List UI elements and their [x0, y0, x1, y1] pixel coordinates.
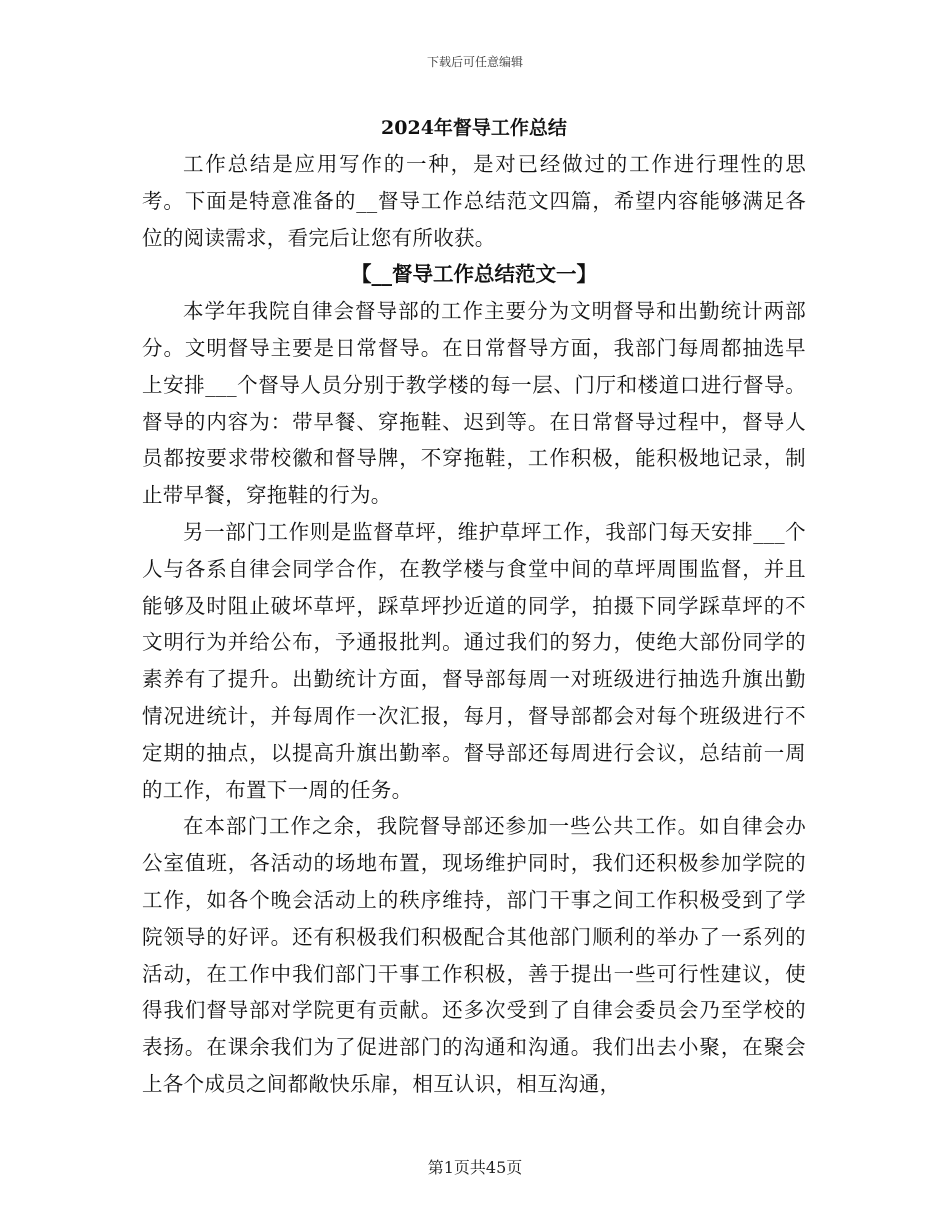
intro-paragraph: 工作总结是应用写作的一种，是对已经做过的工作进行理性的思考。下面是特意准备的__督导工作总结范文四篇，希望内容能够满足各位的阅读需求，看完后让您有所收获。 — [142, 152, 806, 250]
document-body — [142, 110, 806, 1103]
body-paragraph: 本学年我院自律会督导部的工作主要分为文明督导和出勤统计两部分。文明督导主要是日常督导。在日常督导方面，我部门每周都抽选早上安排___个督导人员分别于教学楼的每一层、门厅和楼道口进行督导。督导的内容为：带早餐、穿拖鞋、迟到等。在日常督导过程中，督导人员都按要求带校徽和督导牌，不穿拖鞋，工作积极，能积极地记录，制止带早餐，穿拖鞋的行为。 — [142, 299, 806, 508]
body-paragraph: 在本部门工作之余，我院督导部还参加一些公共工作。如自律会办公室值班，各活动的场地布置，现场维护同时，我们还积极参加学院的工作，如各个晚会活动上的秩序维持，部门干事之间工作积极受到了学院领导的好评。还有积极我们积极配合其他部门顺利的举办了一系列的活动，在工作中我们部门干事工作积极，善于提出一些可行性建议，使得我们督导部对学院更有贡献。还多次受到了自律会委员会乃至学校的表扬。在课余我们为了促进部门的沟通和沟通。我们出去小聚，在聚会上各个成员之间都敞快乐扉，相互认识，相互沟通， — [142, 814, 806, 1096]
body-paragraph: 另一部门工作则是监督草坪，维护草坪工作，我部门每天安排___个人与各系自律会同学合作，在教学楼与食堂中间的草坪周围监督，并且能够及时阻止破坏草坪，踩草坪抄近道的同学，拍摄下同学踩草坪的不文明行为并给公布，予通报批判。通过我们的努力，使绝大部份同学的素养有了提升。出勤统计方面，督导部每周一对班级进行抽选升旗出勤情况进统计，并每周作一次汇报，每月，督导部都会对每个班级进行不定期的抽点，以提高升旗出勤率。督导部还每周进行会议，总结前一周的工作，布置下一周的任务。 — [142, 519, 806, 802]
page-number: 第1页共45页 — [427, 1158, 523, 1177]
page-header-note: 下载后可任意编辑 — [426, 55, 523, 69]
section-heading: 【__督导工作总结范文一】 — [351, 262, 597, 287]
document-title: 2024年督导工作总结 — [381, 117, 567, 139]
